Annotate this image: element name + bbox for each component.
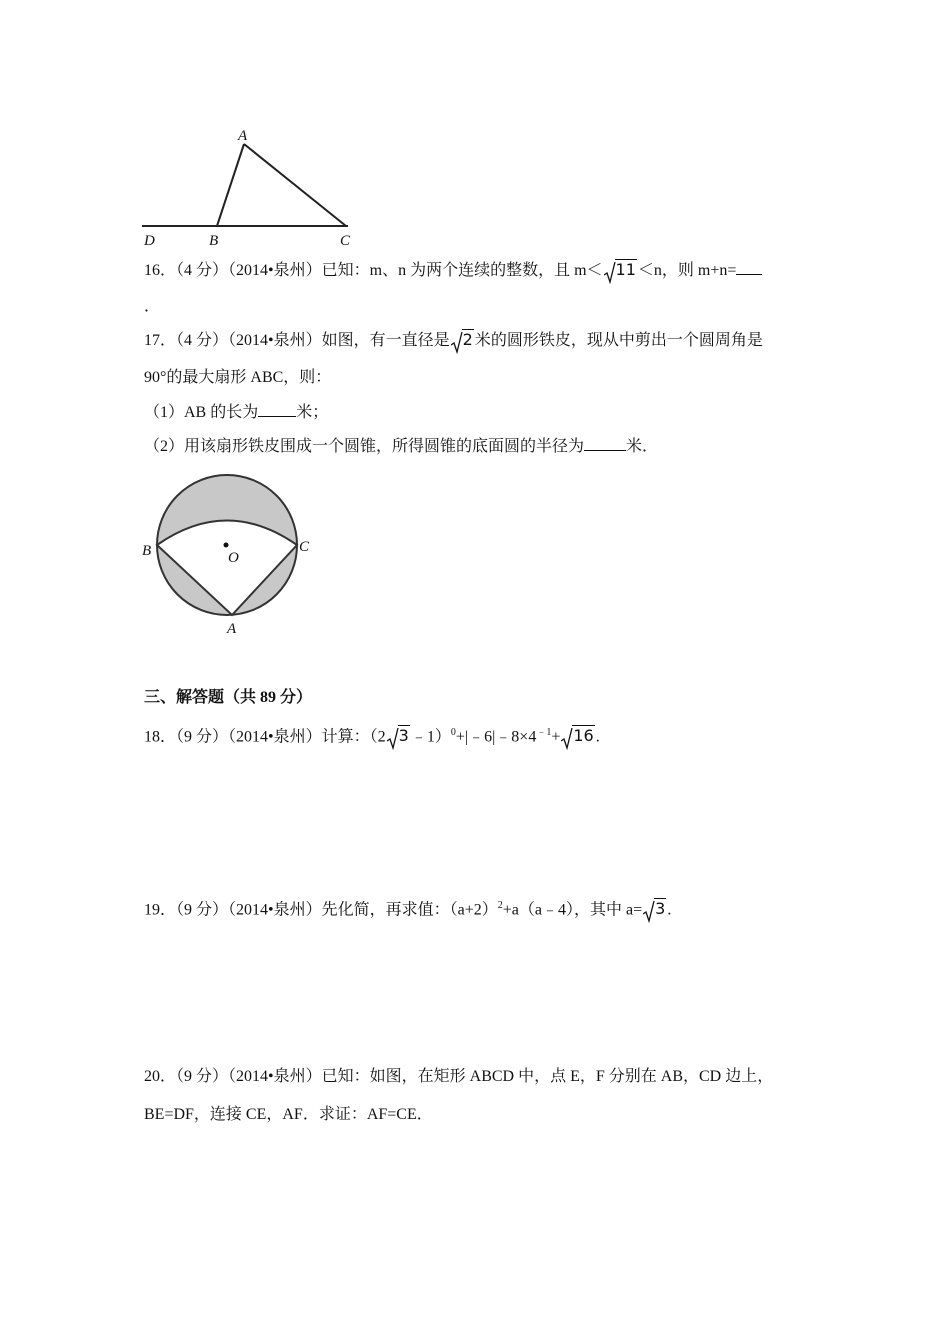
radical-sign xyxy=(387,728,399,750)
sqrt-expression: 11 xyxy=(604,259,637,282)
question-number: 18． xyxy=(144,728,177,746)
triangle-figure xyxy=(140,124,365,250)
question-number: 19． xyxy=(144,901,177,919)
sqrt-expression: 3 xyxy=(643,898,666,921)
question-17-line2: 90°的最大扇形 ABC，则： xyxy=(144,369,332,386)
sqrt-expression-2: 16 xyxy=(561,725,594,748)
score: （9 分） xyxy=(176,1068,229,1085)
radical-sign xyxy=(561,728,573,750)
sqrt-expression-1: 3 xyxy=(387,725,410,748)
label-a: A xyxy=(238,128,248,144)
answer-blank-2[interactable] xyxy=(584,435,626,451)
question-number: 16． xyxy=(144,262,177,279)
radical-sign xyxy=(451,332,463,354)
section-title: 三、解答题（共 89 分） xyxy=(144,689,313,706)
label-d: D xyxy=(144,233,155,249)
label-a: A xyxy=(227,621,237,637)
source: （2014•泉州） xyxy=(228,262,322,279)
label-o: O xyxy=(228,550,239,566)
question-20-line2: BE=DF，连接 CE，AF．求证：AF=CE． xyxy=(144,1106,433,1123)
answer-blank-1[interactable] xyxy=(258,401,296,417)
question-number: 20． xyxy=(144,1068,177,1085)
question-18: 18．（9 分）（2014•泉州）计算：（2 3 $﹣1)^0+|﹣6|﹣8\times 4^{﹣1}+$ 16 . xyxy=(144,722,600,748)
label-c: C xyxy=(340,233,351,249)
sqrt-expression: 2 xyxy=(451,329,474,352)
label-b: B xyxy=(209,233,219,249)
source: （2014•泉州） xyxy=(228,1068,322,1085)
source: （2014•泉州） xyxy=(228,728,322,746)
question-17-sub1: （1）AB 的长为 米； xyxy=(144,401,328,424)
source: （2014•泉州） xyxy=(228,901,322,919)
circle-sector-figure xyxy=(140,474,320,638)
answer-blank[interactable] xyxy=(736,259,762,275)
question-17-sub2: （2）用该扇形铁皮围成一个圆锥，所得圆锥的底面圆的半径为 米． xyxy=(144,435,658,458)
radical-sign xyxy=(643,901,655,923)
score: （9 分） xyxy=(176,728,229,746)
center-point xyxy=(224,543,229,548)
question-16 xyxy=(144,259,762,282)
label-c: C xyxy=(299,539,310,555)
segment-ac xyxy=(244,144,346,226)
question-number: 17． xyxy=(144,332,177,349)
question-17 xyxy=(144,329,763,352)
label-b: B xyxy=(142,543,152,559)
source: （2014•泉州） xyxy=(228,332,322,349)
question-19: 19．（9 分）（2014•泉州）先化简，再求值：$(a+2)^2+a(a﹣4)$，其中 a= 3 . xyxy=(144,895,671,921)
question-20: 20．（9 分）（2014•泉州）已知：如图，在矩形 ABCD 中，点 E，F 分别在 AB，CD 边上， xyxy=(144,1068,774,1085)
score: （4 分） xyxy=(176,332,229,349)
question-text-2: 米的圆形铁皮，现从中剪出一个圆周角是 xyxy=(474,332,763,349)
question-text: 如图，有一直径是 xyxy=(321,332,450,349)
question-text-2: ＜n，则 m+n= xyxy=(637,262,737,279)
radical-sign xyxy=(604,262,616,284)
score: （9 分） xyxy=(176,901,229,919)
score: （4 分） xyxy=(176,262,229,279)
question-text: 已知：m、n 为两个连续的整数，且 m＜ xyxy=(321,262,603,279)
question-16-end: ． xyxy=(144,298,161,315)
segment-ab xyxy=(217,144,244,226)
